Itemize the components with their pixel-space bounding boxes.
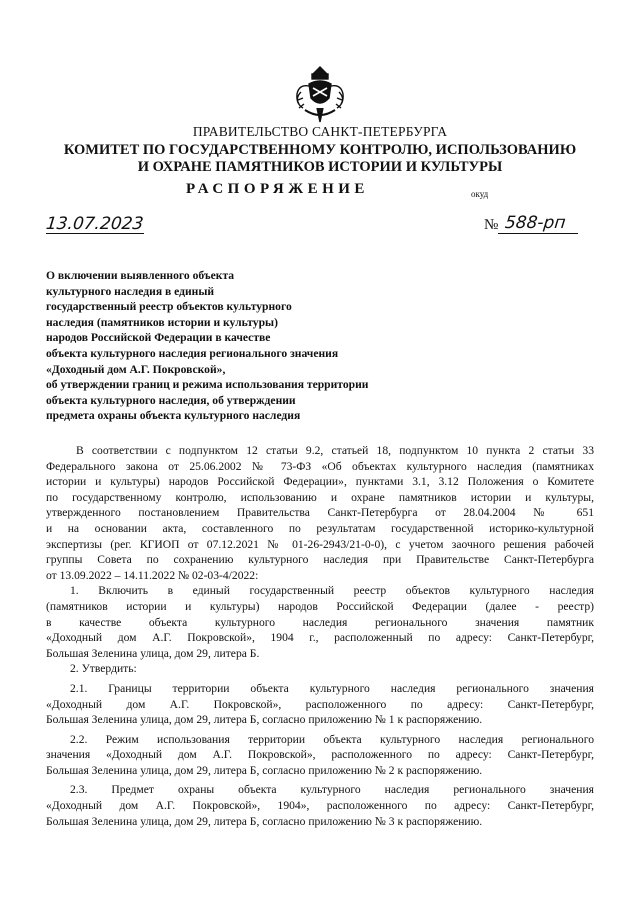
committee-line-2: И ОХРАНЕ ПАМЯТНИКОВ ИСТОРИИ И КУЛЬТУРЫ	[137, 159, 503, 175]
text-line: Федерального закона от 25.06.2002 № 73-ФЗ «Об объектах культурного наследия (памятниках	[46, 459, 594, 473]
text-line: группы Совета по сохранению культурного наследия при Правительстве Санкт-Петербурга	[46, 553, 594, 567]
text-line: Большая Зеленина улица, дом 29, литера Б, согласно приложению № 3 к распоряжению.	[46, 814, 483, 828]
text-line: 2.2. Режим использования территории объекта культурного наследия регионального	[70, 732, 594, 746]
title-line: объекта культурного наследия, об утверждении	[46, 393, 296, 407]
text-line: по государственному контролю, использованию и охране памятников истории и культуры,	[46, 490, 594, 504]
item-1-paragraph	[46, 583, 594, 661]
number-underline	[498, 233, 578, 234]
committee-line-1: КОМИТЕТ ПО ГОСУДАРСТВЕННОМУ КОНТРОЛЮ, ИСПОЛЬЗОВАНИЮ	[63, 142, 577, 158]
item-2-3-paragraph	[46, 782, 594, 829]
text-line: «Доходный дом А.Г. Покровской», 1904», расположенного по адресу: Санкт-Петербург,	[46, 799, 594, 813]
title-line: культурного наследия в единый	[46, 284, 215, 298]
committee-name	[0, 142, 640, 176]
text-line: 2.1. Границы территории объекта культурного наследия регионального значения	[70, 681, 594, 695]
document-title	[46, 268, 446, 424]
text-line: Большая Зеленина улица, дом 29, литера Б.	[46, 646, 260, 660]
title-line: об утверждении границ и режима использования территории	[46, 378, 369, 392]
document-date: 13.07.2023	[44, 214, 145, 234]
text-line: Большая Зеленина улица, дом 29, литера Б, согласно приложению № 2 к распоряжению.	[46, 763, 483, 777]
title-line: наследия (памятников истории и культуры)	[46, 315, 278, 329]
text-line: (памятников истории и культуры) народов Российской Федерации (далее - реестр)	[46, 599, 594, 613]
government-name: ПРАВИТЕЛЬСТВО САНКТ-ПЕТЕРБУРГА	[192, 124, 448, 139]
text-line: значения «Доходный дом А.Г. Покровской», расположенного по адресу: Санкт-Петербург,	[46, 748, 594, 762]
title-line: «Доходный дом А.Г. Покровской»,	[46, 362, 226, 376]
title-line: предмета охраны объекта культурного наследия	[46, 409, 301, 423]
okud-code-label: окуд	[471, 189, 489, 199]
document-type: РАСПОРЯЖЕНИЕ	[186, 181, 369, 197]
title-line: О включении выявленного объекта	[46, 269, 235, 282]
number-sign: №	[484, 217, 499, 233]
date-underline	[46, 233, 144, 234]
text-line: «Доходный дом А.Г. Покровской», 1904 г., расположенный по адресу: Санкт-Петербург,	[46, 631, 594, 645]
text-line: «Доходный дом А.Г. Покровской», расположенного по адресу: Санкт-Петербург,	[46, 697, 594, 711]
text-line: экспертизы (рег. КГИОП от 07.12.2021 № 01-26-2943/21-0-0), с учетом заочного решения рабочей	[46, 537, 594, 551]
document-body	[46, 443, 594, 829]
text-line: от 13.09.2022 – 14.11.2022 № 02-03-4/2022:	[46, 568, 259, 582]
text-line: 1. Включить в единый государственный реестр объектов культурного наследия	[70, 584, 594, 598]
document-number: 588-рп	[503, 213, 567, 233]
title-line: государственный реестр объектов культурного	[46, 300, 292, 314]
title-line: народов Российской Федерации в качестве	[46, 331, 271, 345]
text-line: в качестве объекта культурного наследия регионального значения памятник	[46, 615, 594, 629]
item-2-1-paragraph	[46, 681, 594, 728]
text-line: истории и культуры) народов Российской Федерации», пунктами 3.1, 3.12 Положения о Комитете	[46, 475, 594, 489]
text-line: и на основании акта, составленного по результатам государственной историко-культурной	[46, 521, 594, 535]
coat-of-arms-emblem	[291, 64, 349, 126]
text-line: утвержденного постановлением Правительства Санкт-Петербурга от 28.04.2004 № 651	[46, 506, 594, 520]
title-line: объекта культурного наследия регионального значения	[46, 346, 339, 360]
item-2-heading: 2. Утвердить:	[70, 662, 137, 676]
text-line: 2.3. Предмет охраны объекта культурного наследия регионального значения	[70, 783, 594, 797]
preamble-paragraph	[46, 443, 594, 583]
text-line: В соответствии с подпунктом 12 статьи 9.2, статьей 18, подпунктом 10 пункта 2 статьи 33	[76, 444, 594, 457]
item-2-2-paragraph	[46, 732, 594, 779]
text-line: Большая Зеленина улица, дом 29, литера Б, согласно приложению № 1 к распоряжению.	[46, 713, 483, 727]
